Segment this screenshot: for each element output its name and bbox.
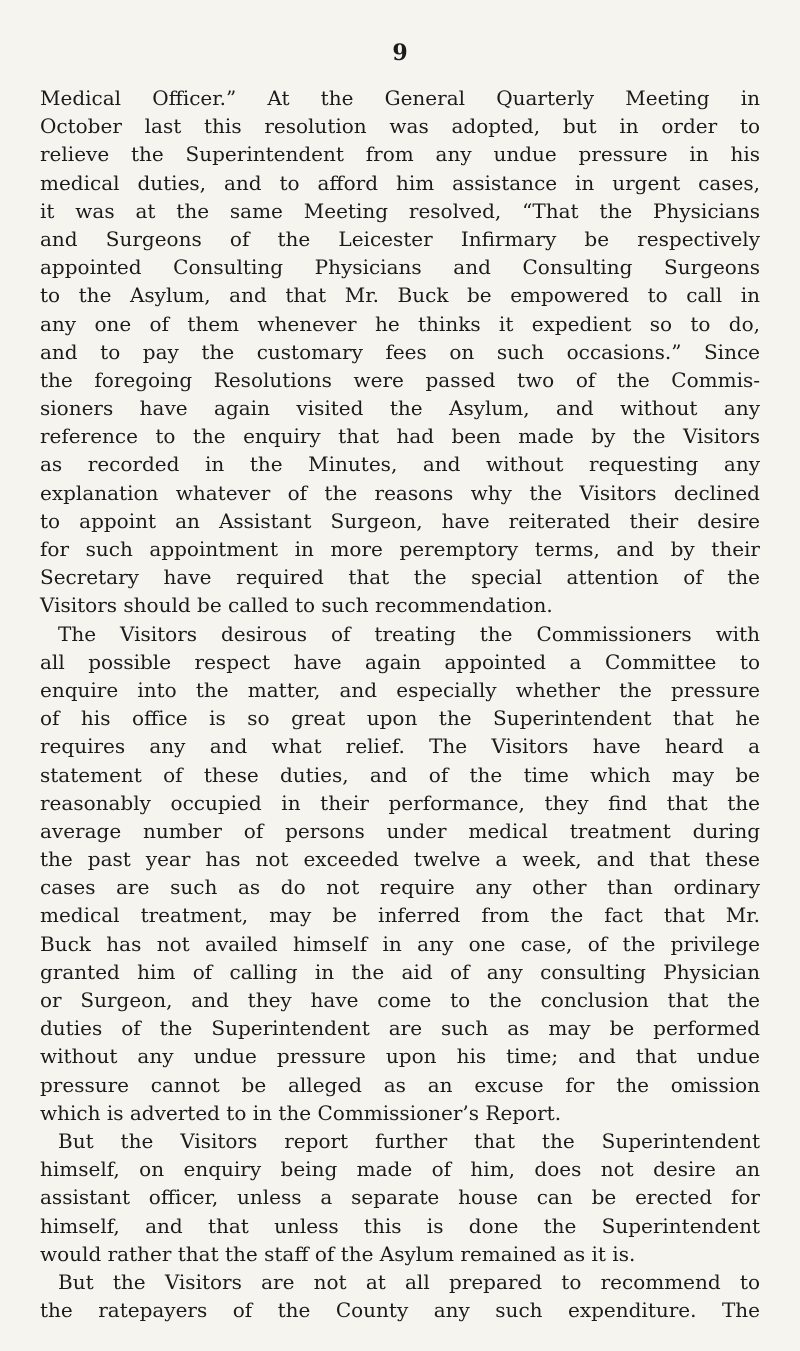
text-line: But the Visitors report further that the Superintendent [58,1128,760,1153]
page-number: 9 [392,40,408,66]
text-line: requires any and what relief. The Visitors have heard a [40,734,760,759]
text-line: duties of the Superintendent are such as may be performed [40,1016,760,1041]
text-line: The Visitors desirous of treating the Commissioners with [58,621,760,646]
text-line: which is adverted to in the Commissioner’s Report. [40,1100,562,1125]
text-line: the past year has not exceeded twelve a week, and that these [40,847,760,872]
text-line: statement of these duties, and of the time which may be [40,762,760,787]
text-line: any one of them whenever he thinks it expedient so to do, [40,311,760,336]
text-line: would rather that the staff of the Asylum remained as it is. [40,1241,636,1266]
text-line: himself, on enquiry being made of him, does not desire an [40,1157,760,1182]
text-line: pressure cannot be alleged as an excuse for the omission [40,1072,760,1097]
text-line: Medical Officer.” At the General Quarterly Meeting in [40,86,760,110]
text-line: to the Asylum, and that Mr. Buck be empowered to call in [40,283,760,308]
text-line: explanation whatever of the reasons why the Visitors declined [40,480,760,505]
text-line: assistant officer, unless a separate house can be erected for [40,1185,760,1210]
text-line: or Surgeon, and they have come to the conclusion that the [40,988,760,1012]
text-line: appointed Consulting Physicians and Consulting Surgeons [40,255,760,280]
text-line: October last this resolution was adopted, but in order to [40,114,760,139]
text-line: as recorded in the Minutes, and without requesting any [40,452,760,477]
text-line: Secretary have required that the special attention of the [40,565,760,590]
text-line: without any undue pressure upon his time; and that undue [40,1044,760,1069]
text-line: sioners have again visited the Asylum, and without any [40,396,760,421]
text-line: cases are such as do not require any other than ordinary [40,875,760,900]
text-line: for such appointment in more peremptory terms, and by their [40,537,760,561]
text-line: relieve the Superintendent from any undue pressure in his [40,142,760,167]
text-line: average number of persons under medical treatment during [40,818,760,843]
text-line: But the Visitors are not at all prepared to recommend to [58,1269,760,1294]
text-line: reference to the enquiry that had been made by the Visitors [40,424,760,449]
text-line: himself, and that unless this is done the Superintendent [40,1213,760,1238]
text-line: all possible respect have again appointed a Committee to [40,649,760,674]
text-line: and Surgeons of the Leicester Infirmary be respectively [40,226,760,251]
text-line: reasonably occupied in their performance, they find that the [40,790,760,815]
text-line: granted him of calling in the aid of any consulting Physician [40,959,760,984]
text-line: medical treatment, may be inferred from the fact that Mr. [40,903,760,928]
text-line: Buck has not availed himself in any one case, of the privilege [40,931,760,956]
text-line: and to pay the customary fees on such occasions.” Since [40,339,760,364]
text-line: of his office is so great upon the Superintendent that he [40,706,760,731]
text-line: medical duties, and to afford him assistance in urgent cases, [40,170,760,195]
text-line: to appoint an Assistant Surgeon, have reiterated their desire [40,508,760,533]
text-line: Visitors should be called to such recommendation. [40,593,553,618]
text-line: the foregoing Resolutions were passed two of the Commis- [40,367,760,392]
text-line: it was at the same Meeting resolved, “That the Physicians [40,198,760,223]
text-line: the ratepayers of the County any such expenditure. The [40,1298,760,1323]
body-text [40,84,760,1324]
text-line: enquire into the matter, and especially whether the pressure [40,677,760,702]
